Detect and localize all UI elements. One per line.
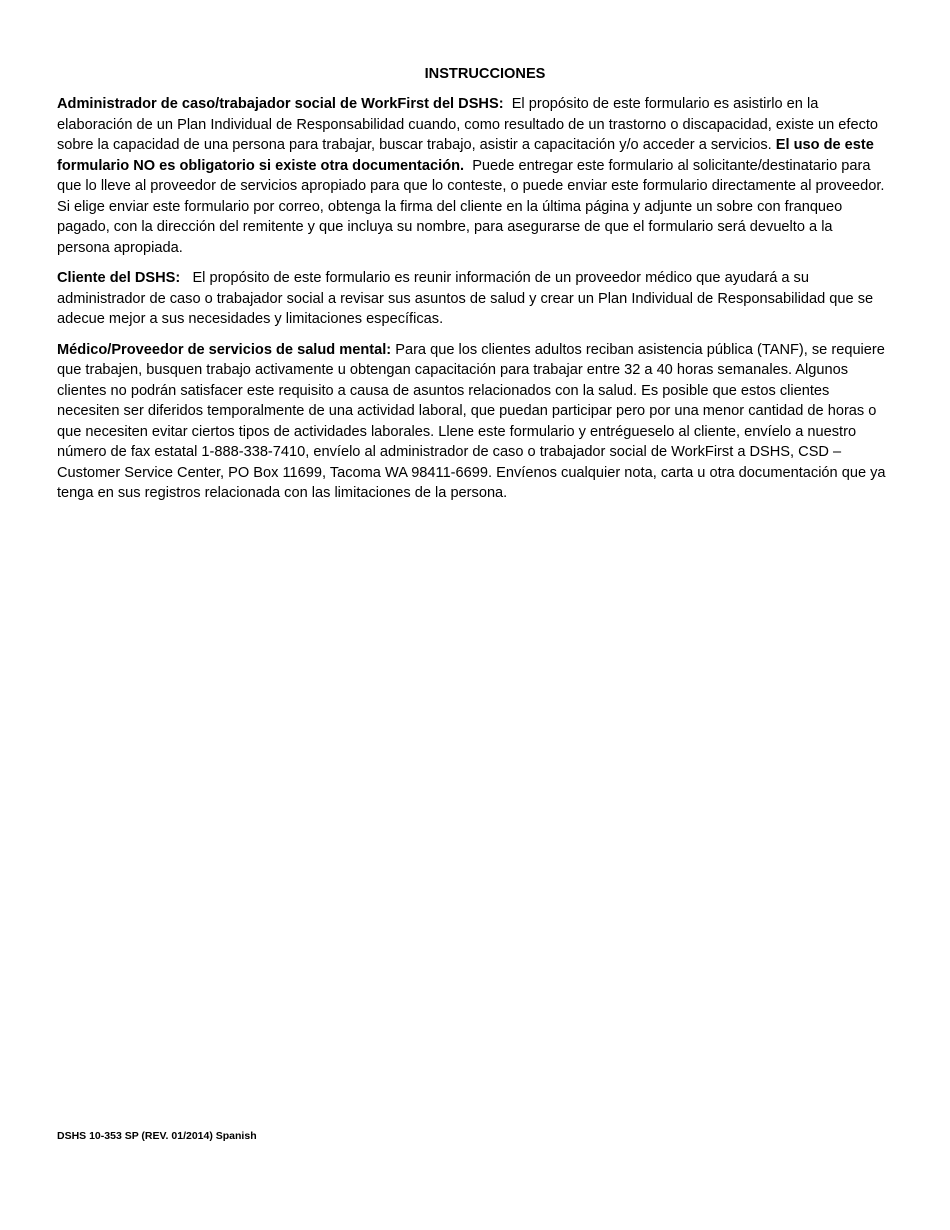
form-number-footer: DSHS 10-353 SP (REV. 01/2014) Spanish [57,1130,257,1142]
provider-text: Para que los clientes adultos reciban asistencia pública (TANF), se requiere que trabajen, busquen trabajo activamente u obtengan capacitación para trabajar entre 32 a 40 horas semanales. Algunos clientes no podrán satisfacer este requisito a causa de asuntos relacionados con la salud. Es posible que estos clientes necesiten ser diferidos temporalmente de una actividad laboral, que puedan participar pero por una menor cantidad de horas o que necesiten evitar ciertos tipos de actividades laborales. Llene este formulario y entrégueselo al cliente, envíelo a nuestro número de fax estatal 1-888-338-7410, envíelo al administrador de caso o trabajador social de WorkFirst a DSHS, CSD – Customer Service Center, PO Box 11699, Tacoma WA 98411-6699. Envíenos cualquier nota, carta u otra documentación que ya tenga en sus registros relacionada con las limitaciones de la persona. [57,341,886,501]
client-paragraph [57,268,887,330]
document-page [57,0,887,1230]
caseworker-text-continued: Puede entregar este formulario al solicitante/destinatario para que lo lleve al proveedor de servicios apropiado para que lo conteste, o puede enviar este formulario directamente al proveedor. Si elige enviar este formulario por correo, obtenga la firma del cliente en la última página y adjunte un sobre con franqueo pagado, con la dirección del remitente y que incluya su nombre, para asegurarse de que el formulario será devuelto a la persona apropiada. [57,157,885,256]
provider-heading: Médico/Proveedor de servicios de salud mental: [57,341,392,358]
caseworker-bold-note: El uso de este formulario NO es obligatorio si existe otra documentación. [57,137,874,174]
page-title: INSTRUCCIONES [424,66,546,82]
caseworker-paragraph [57,94,887,258]
caseworker-heading: Administrador de caso/trabajador social de WorkFirst del DSHS: [57,96,504,112]
provider-paragraph [57,340,887,504]
client-heading: Cliente del DSHS: [57,270,181,286]
caseworker-text: El propósito de este formulario es asistirlo en la elaboración de un Plan Individual de Responsabilidad cuando, como resultado de un trastorno o discapacidad, existe un efecto sobre la capacidad de una persona para trabajar, buscar trabajo, asistir a capacitación y/o acceder a servicios. [57,96,879,153]
client-text: El propósito de este formulario es reunir información de un proveedor médico que ayudará a su administrador de caso o trabajador social a revisar sus asuntos de salud y crear un Plan Individual de Responsabilidad que se adecue mejor a sus necesidades y limitaciones específicas. [57,270,874,327]
instructions-body [57,94,887,514]
